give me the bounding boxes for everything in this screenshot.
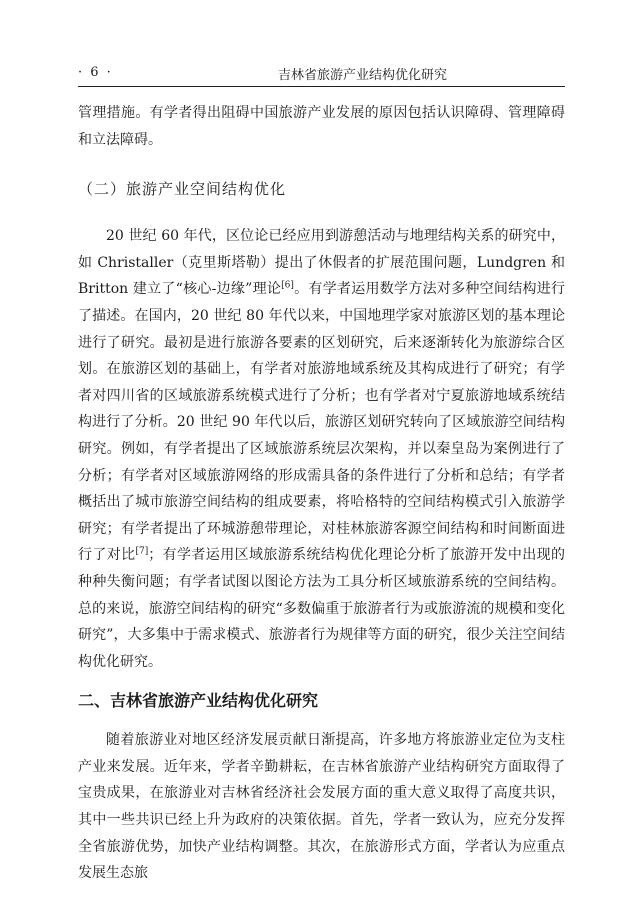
paragraph-continuation: 管理措施。有学者得出阻碍中国旅游产业发展的原因包括认识障碍、管理障碍和立法障碍。: [78, 105, 565, 148]
paragraph-jilin: 随着旅游业对地区经济发展贡献日渐提高，许多地方将旅游业定位为支柱产业来发展。近年来，学者辛勤耕耘，在吉林省旅游产业结构研究方面取得了宝贵成果，在旅游业对吉林省经济社会发展方面的重大意义取得了高度共识，其中一些共识已经上升为政府的决策依据。首先，学者一致认为，应充分发挥全省旅游优势，加快产业结构调整。其次，在旅游形式方面，学者认为应重点发展生态旅: [78, 732, 565, 882]
paragraph-text: 。有学者运用数学方法对多种空间结构进行了描述。在国内，20 世纪 80 年代以来，中国地理学家对旅游区划的基本理论进行了研究。最初是进行旅游各要素的区划研究，后来逐渐转化为旅游综合区划。在旅游区划的基础上，有学者对旅游地域系统及其构成进行了研究；有学者对四川省的区域旅游系统模式进行了分析；也有学者对宁夏旅游地域系统结构进行了分析。20 世纪 90 年代以后，旅游区划研究转向了区域旅游空间结构研究。例如，有学者提出了区域旅游系统层次架构，并以秦皇岛为案例进行了分析；有学者对区域旅游网络的形成需具备的条件进行了分析和总结；有学者概括出了城市旅游空间结构的组成要素，将哈格特的空间结构模式引入旅游学研究；有学者提出了环城游憩带理论，对桂林旅游客源空间结构和时间断面进行了对比: [78, 281, 566, 564]
body-text: [78, 100, 565, 887]
running-header: [78, 62, 565, 87]
citation-ref-6: [6]: [281, 280, 294, 291]
paragraph-text: ；有学者运用区域旅游系统结构优化理论分析了旅游开发中出现的种种失衡问题；有学者试图以图论方法为工具分析区域旅游系统的空间结构。总的来说，旅游空间结构的研究“多数偏重于旅游者行为或旅游流的规模和变化研究”，大多集中于需求模式、旅游者行为规律等方面的研究，很少关注空间结构优化研究。: [78, 547, 565, 670]
paragraph-text: 20 世纪 60 年代，区位论已经应用到游憩活动与地理结构关系的研究中，如 Christaller（克里斯塔勒）提出了休假者的扩展范围问题，Lundgren 和 Britton 建立了“核心-边缘”理论: [78, 228, 565, 298]
citation-ref-7: [7]: [135, 546, 149, 557]
subsection-heading: （二）旅游产业空间结构优化: [78, 180, 287, 199]
section-heading: 二、吉林省旅游产业结构优化研究: [78, 691, 319, 711]
running-title: 吉林省旅游产业结构优化研究: [278, 68, 448, 83]
paragraph-spatial-structure: [78, 223, 565, 675]
page-number: · 6 ·: [78, 65, 113, 80]
